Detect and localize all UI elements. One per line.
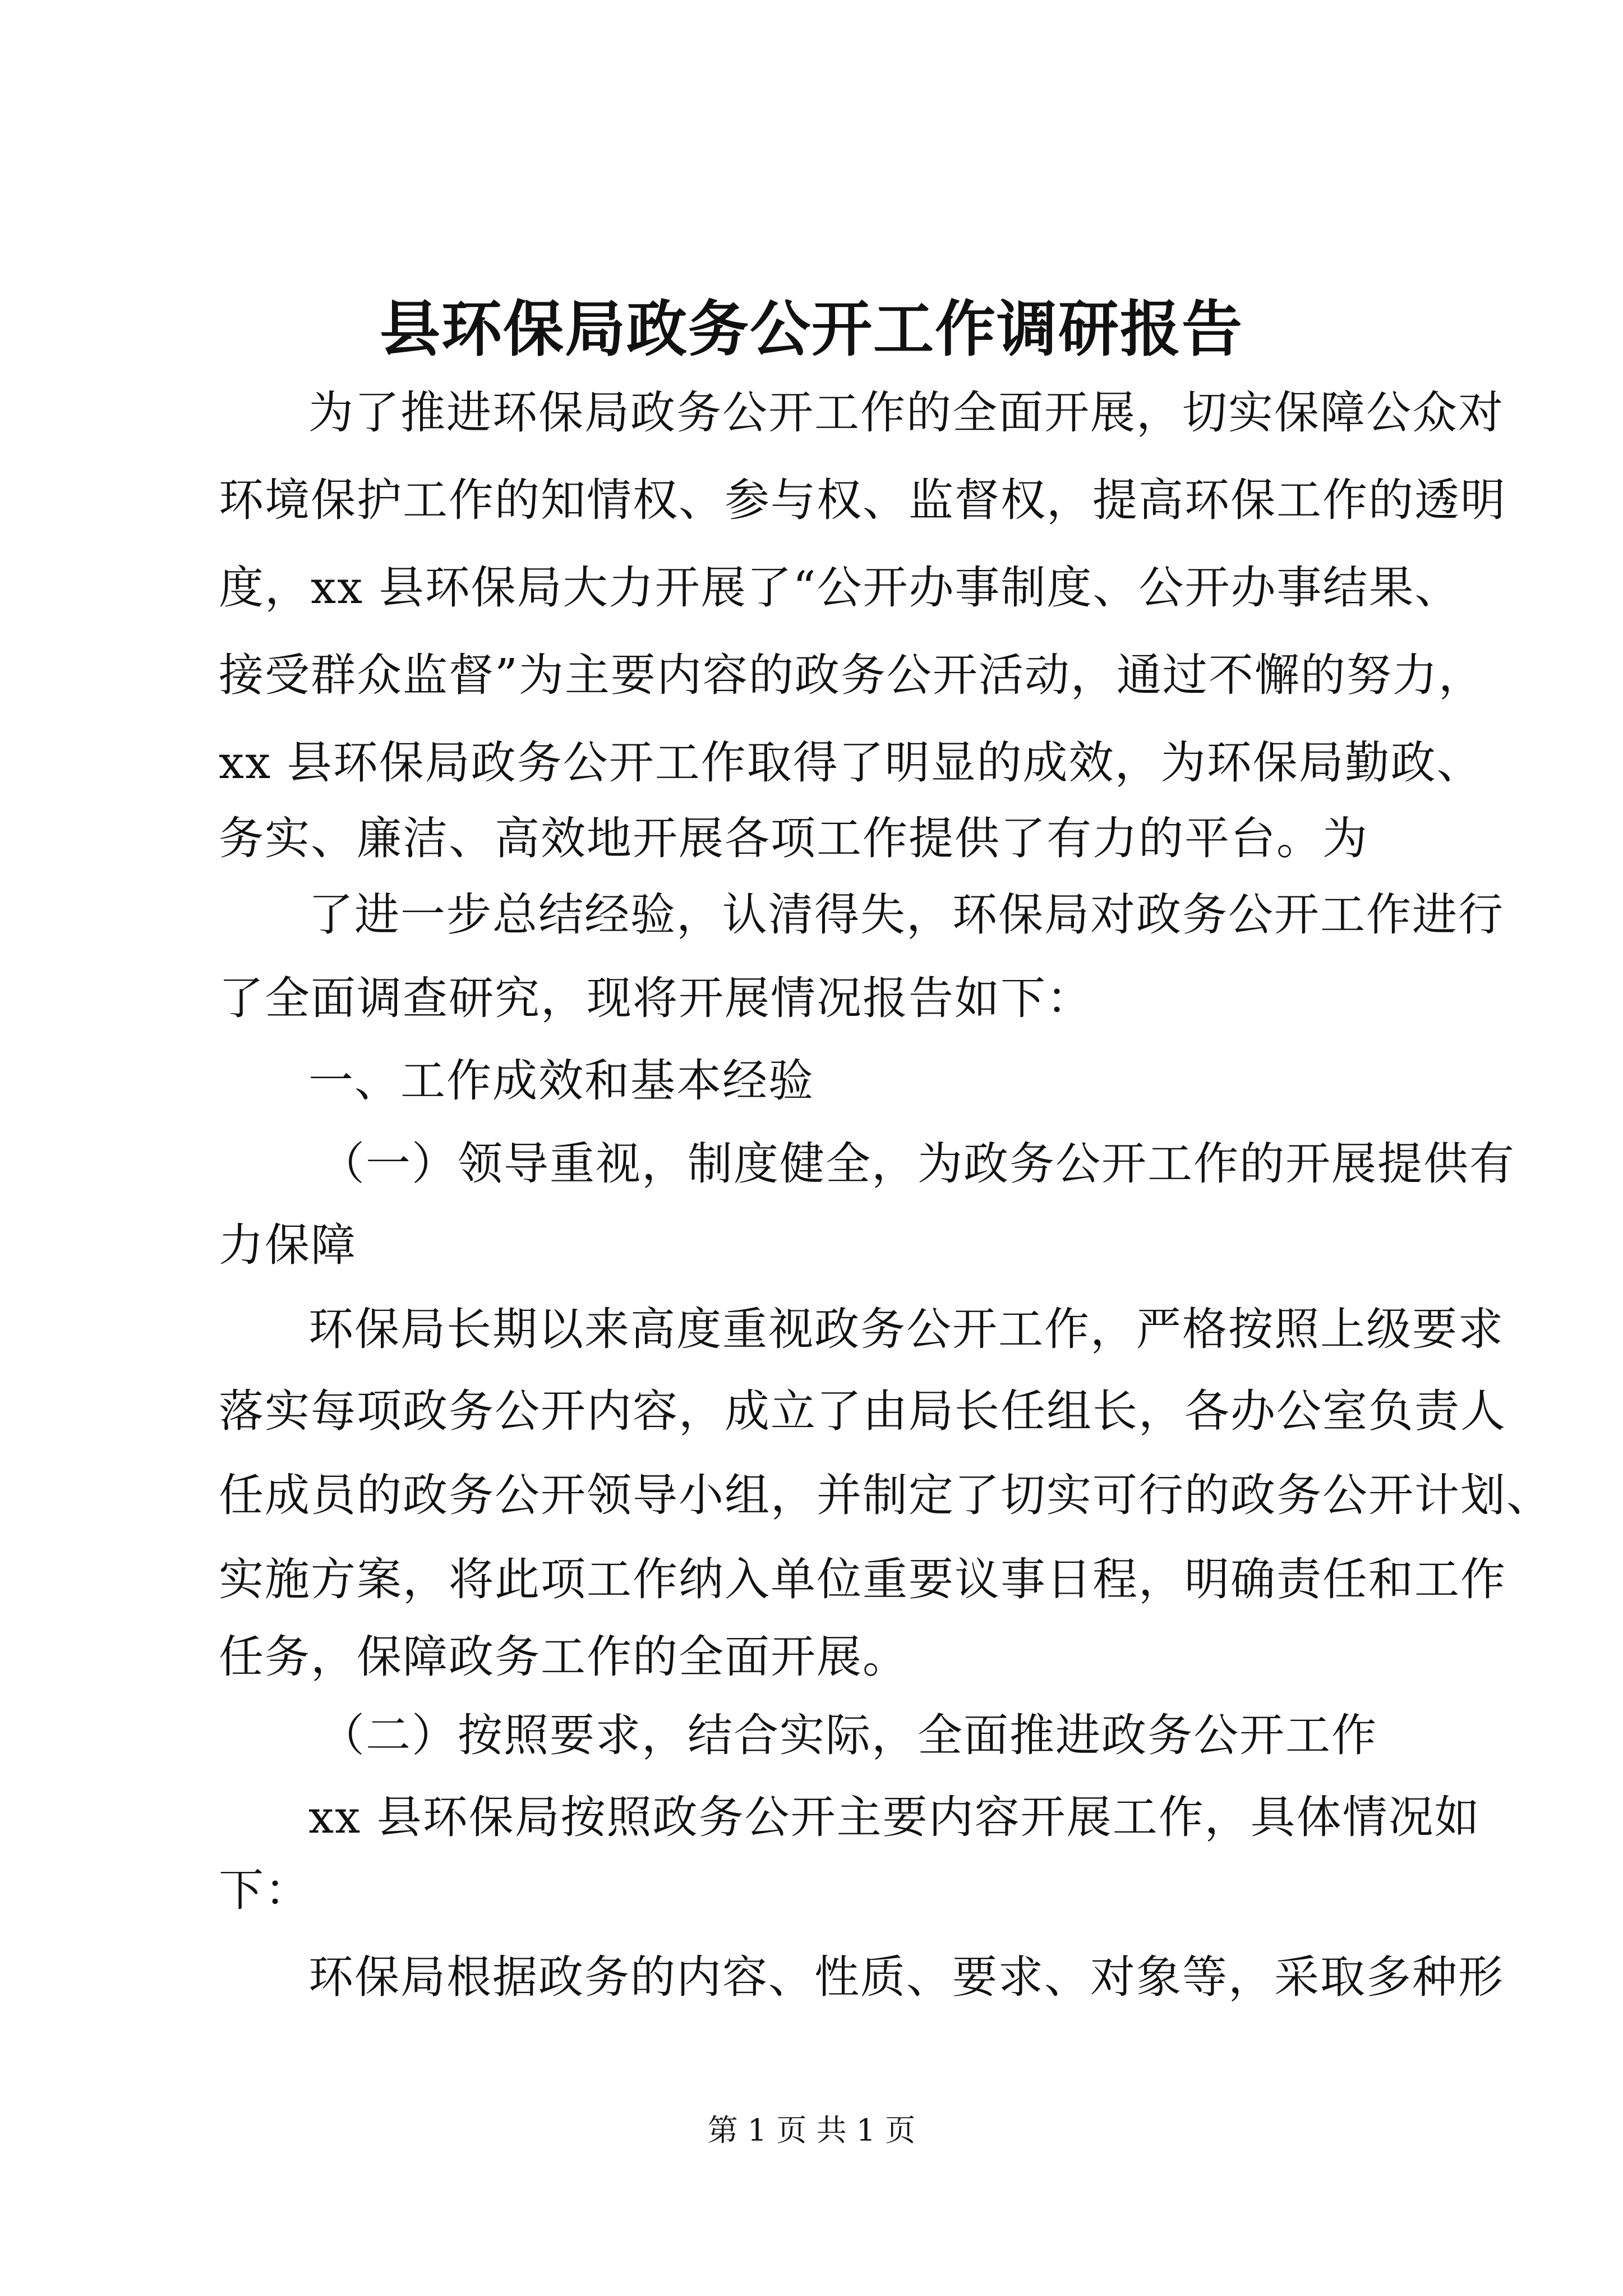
paragraph-line-7: 了进一步总结经验，认清得失，环保局对政务公开工作进行: [308, 889, 1504, 941]
paragraph-line-2: 环境保护工作的知情权、参与权、监督权，提高环保工作的透明: [219, 474, 1506, 526]
paragraph-line-11: 任成员的政务公开领导小组，并制定了切实可行的政务公开计划、: [219, 1469, 1552, 1521]
subsection-heading-1: （一）领导重视，制度健全，为政务公开工作的开展提供有: [320, 1138, 1515, 1190]
paragraph-line-10: 落实每项政务公开内容，成立了由局长任组长，各办公室负责人: [219, 1385, 1506, 1437]
paragraph-line-15: 下：: [219, 1864, 311, 1916]
paragraph-line-16: 环保局根据政务的内容、性质、要求、对象等，采取多种形: [308, 1951, 1504, 2003]
section-heading-1: 一、工作成效和基本经验: [308, 1055, 814, 1107]
paragraph-line-9: 环保局长期以来高度重视政务公开工作，严格按照上级要求: [308, 1303, 1504, 1355]
document-title: 县环保局政务公开工作调研报告: [379, 294, 1243, 365]
paragraph-line-4: 接受群众监督”为主要内容的政务公开活动，通过不懈的努力，: [219, 649, 1484, 701]
paragraph-line-6: 务实、廉洁、高效地开展各项工作提供了有力的平台。为: [219, 812, 1368, 864]
subsection-heading-1-cont: 力保障: [219, 1219, 357, 1271]
page-footer: 第 1 页 共 1 页: [707, 2113, 916, 2148]
paragraph-line-8: 了全面调查研究，现将开展情况报告如下：: [219, 972, 1092, 1024]
paragraph-line-5: xx 县环保局政务公开工作取得了明显的成效，为环保局勤政、: [219, 737, 1483, 789]
paragraph-line-3: 度，xx 县环保局大力开展了“公开办事制度、公开办事结果、: [219, 562, 1461, 614]
paragraph-line-1: 为了推进环保局政务公开工作的全面开展，切实保障公众对: [308, 386, 1504, 439]
paragraph-line-12: 实施方案，将此项工作纳入单位重要议事日程，明确责任和工作: [219, 1553, 1506, 1605]
paragraph-line-13: 任务，保障政务工作的全面开展。: [219, 1631, 909, 1683]
paragraph-line-14: xx 县环保局按照政务公开主要内容开展工作，具体情况如: [308, 1791, 1481, 1843]
subsection-heading-2: （二）按照要求，结合实际，全面推进政务公开工作: [320, 1709, 1377, 1761]
